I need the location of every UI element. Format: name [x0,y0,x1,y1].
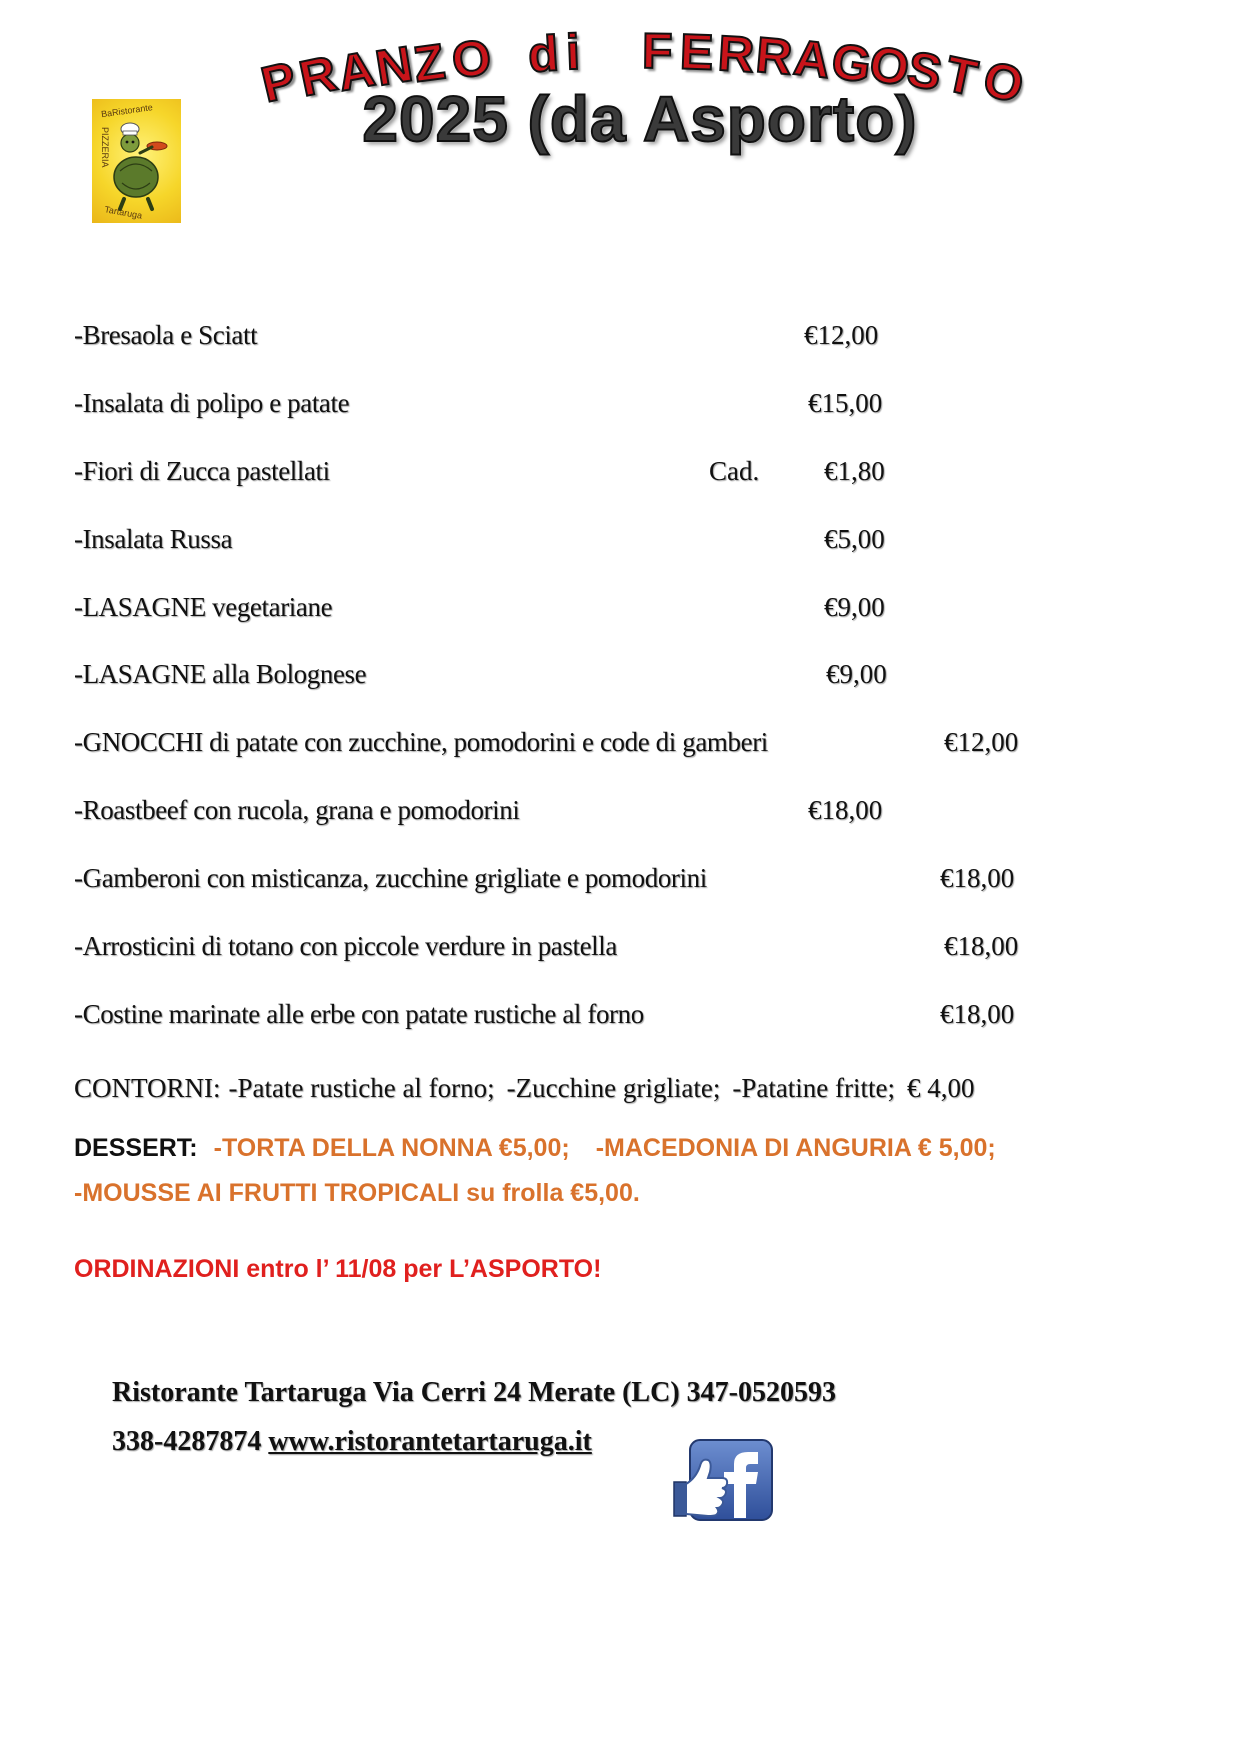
contorni-item: -Patatine fritte; [732,1073,896,1103]
order-deadline-note: ORDINAZIONI entro l’ 11/08 per L’ASPORTO! [74,1255,602,1283]
dessert-line [74,1131,1022,1165]
facebook-like-icon[interactable] [672,1438,776,1524]
menu-item-price: €12,00 [944,727,1019,757]
contorni-item: -Patate rustiche al forno; [228,1073,495,1103]
restaurant-logo [92,99,181,223]
menu-item-unit: Cad. [709,456,760,486]
website-link[interactable]: www.ristorantetartaruga.it [268,1426,592,1457]
menu-item-name: -Bresaola e Sciatt [74,320,258,350]
title-letter: T [940,45,982,107]
menu-item-name: -LASAGNE vegetariane [74,592,333,622]
menu-item-price: €9,00 [826,659,887,689]
menu-item-name: -GNOCCHI di patate con zucchine, pomodorini e code di gamberi [74,727,768,757]
menu-item-name: -Insalata di polipo e patate [74,388,350,418]
menu-item-price: €9,00 [824,592,885,622]
title-letter: P [256,50,302,113]
title-letter: O [865,35,914,98]
title-letter: A [791,29,834,89]
menu-item-price: €15,00 [808,388,883,418]
title-letter: R [294,44,342,108]
menu-item-price: €18,00 [940,863,1015,893]
dessert-line-2 [74,1176,666,1210]
logo-text-bottom: Tartaruga [103,204,143,221]
title-letter: O [978,49,1029,114]
turtle-chef-icon [114,123,167,209]
title-letter: R [716,25,756,84]
title-letter: R [753,26,795,86]
menu-item-name: -LASAGNE alla Bolognese [74,659,367,689]
title-letter: A [333,40,379,102]
title-letter: i [564,24,581,81]
menu-item-price: €18,00 [944,931,1019,961]
dessert-item: -MOUSSE AI FRUTTI TROPICALI su frolla €5,00. [74,1179,640,1207]
menu-item-price: €18,00 [808,795,883,825]
title-letter: S [903,40,947,102]
menu-item-name: -Costine marinate alle erbe con patate rustiche al forno [74,999,644,1029]
title-letter: E [678,23,715,82]
menu-item-price: €18,00 [940,999,1015,1029]
title-letter: O [449,29,494,90]
title-letter: F [641,23,673,80]
title-letter: G [828,32,875,93]
page-subtitle: 2025 (da Asporto) [362,83,918,155]
menu-item-name: -Gamberoni con misticanza, zucchine grigliate e pomodorini [74,863,707,893]
menu-item-name: -Insalata Russa [74,524,233,554]
contorni-line [74,1071,987,1105]
dessert-item: -TORTA DELLA NONNA €5,00; [213,1134,570,1162]
logo-text-top: BaRistorante [100,102,154,120]
title-letter: N [371,35,417,97]
dessert-item: -MACEDONIA DI ANGURIA € 5,00; [595,1134,996,1162]
menu-item-price: €1,80 [824,456,885,486]
menu-item-price: €12,00 [804,320,879,350]
contact-line-2 [112,1423,592,1461]
logo-text-side: PIZZERIA [100,127,110,168]
title-letter: d [526,25,561,84]
menu-item-name: -Fiori di Zucca pastellati [74,456,330,486]
dessert-label: DESSERT: [74,1134,198,1162]
menu-item-name: -Roastbeef con rucola, grana e pomodorini [74,795,520,825]
contorni-item: -Zucchine grigliate; [506,1073,721,1103]
contact-address: Ristorante Tartaruga Via Cerri 24 Merate (LC) 347-0520593 [112,1377,836,1408]
menu-item-price: €5,00 [824,524,885,554]
contorni-label: CONTORNI: [74,1073,221,1103]
menu-item-name: -Arrosticini di totano con piccole verdure in pastella [74,931,617,961]
contorni-price: € 4,00 [907,1073,975,1103]
contact-phone: 338-4287874 [112,1426,262,1457]
title-letter: Z [410,32,449,93]
